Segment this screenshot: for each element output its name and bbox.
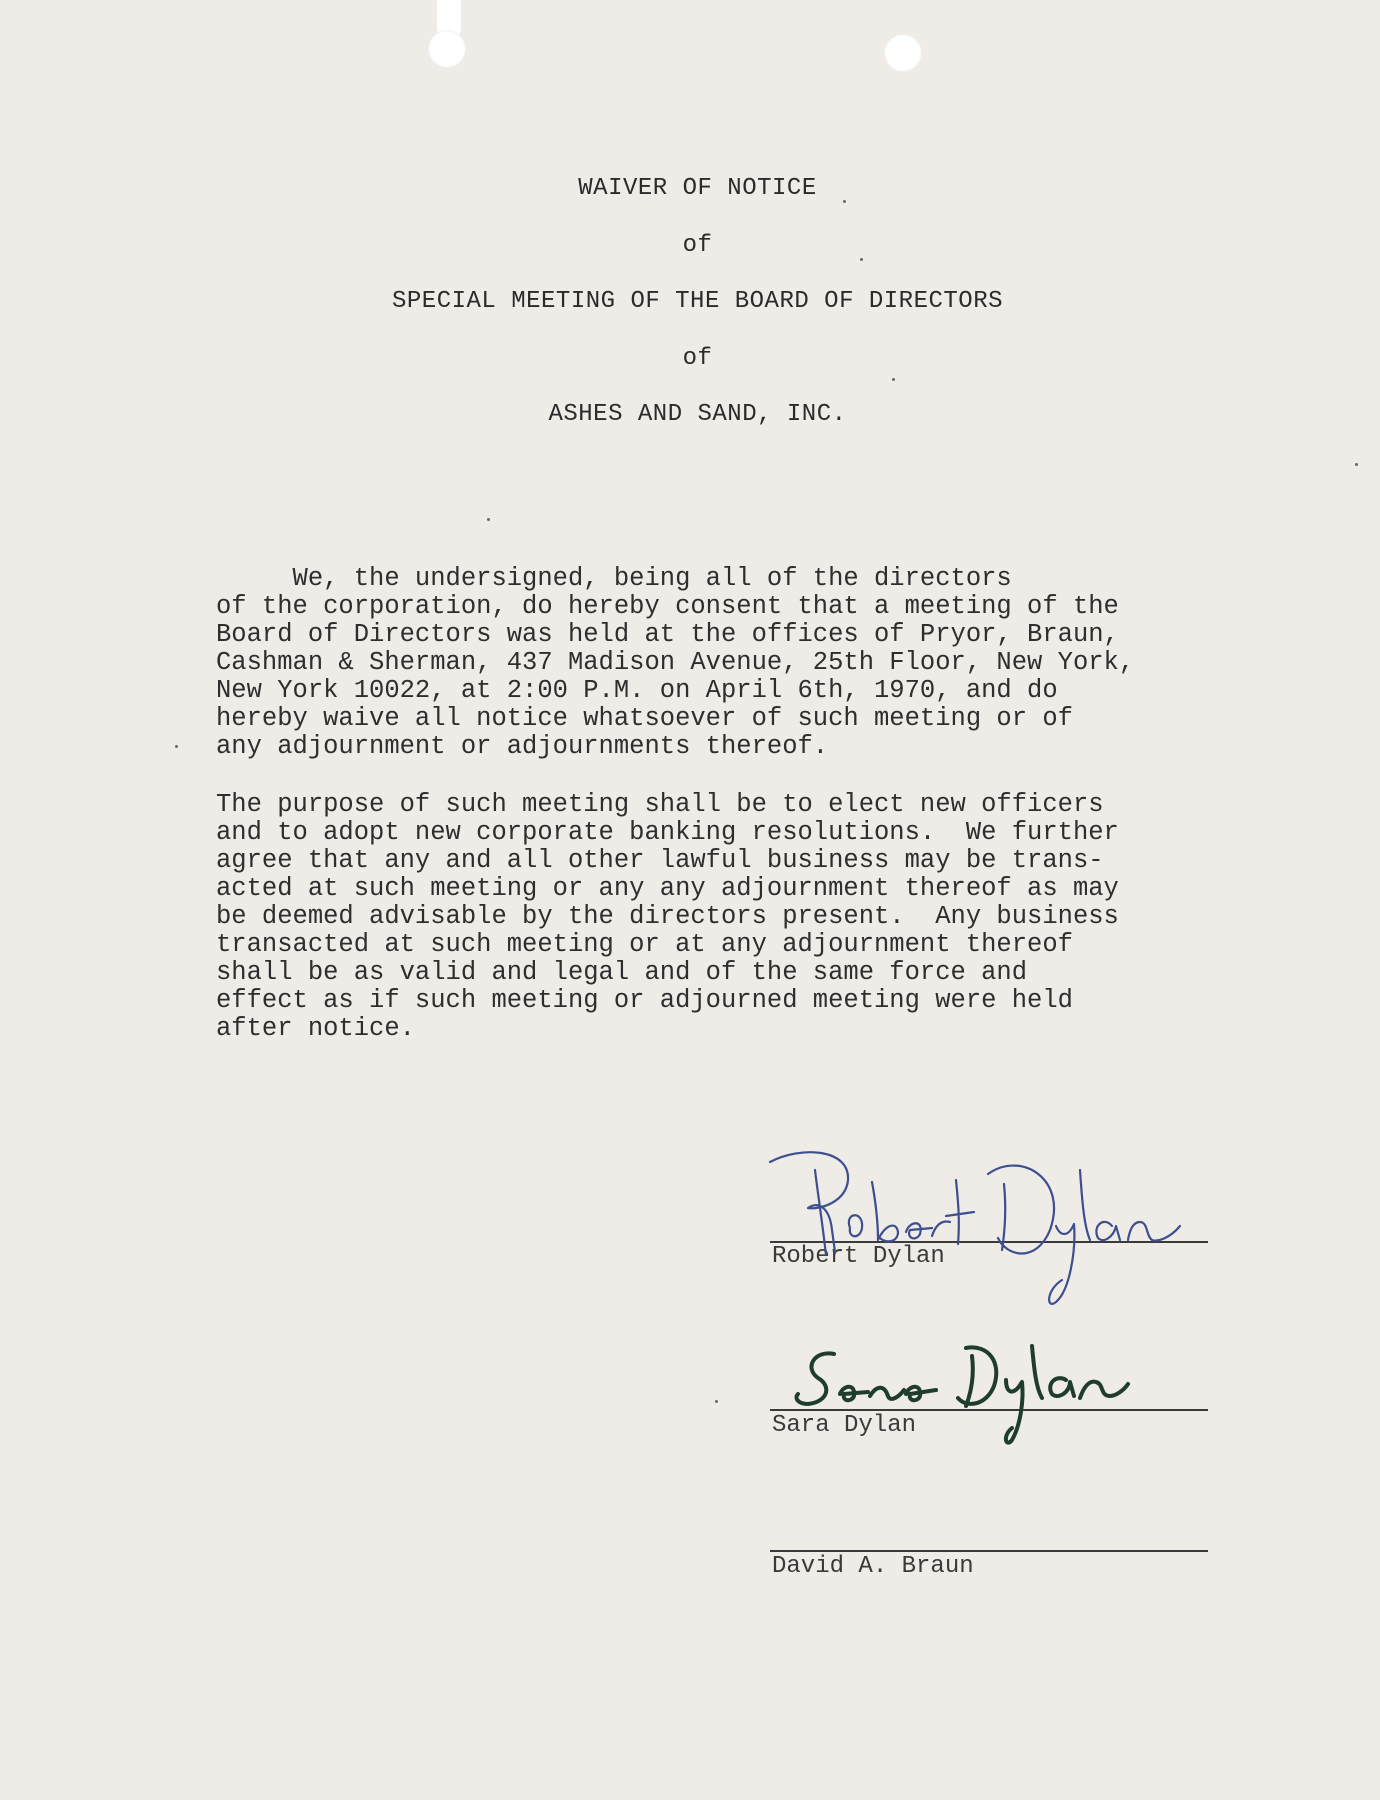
paragraph-line: hereby waive all notice whatsoever of such meeting or of	[216, 704, 1073, 733]
paragraph-line: Cashman & Sherman, 437 Madison Avenue, 25th Floor, New York,	[216, 648, 1135, 677]
paper-speck	[487, 518, 490, 521]
title-connector: of	[682, 345, 713, 372]
paper-speck	[1355, 463, 1358, 466]
paragraph-line: acted at such meeting or any any adjournment thereof as may	[216, 874, 1119, 903]
signatory-name-david: David A. Braun	[772, 1553, 974, 1580]
paragraph-line: be deemed advisable by the directors present. Any business	[216, 902, 1119, 931]
signature-sara-dylan	[780, 1340, 1140, 1460]
paragraph-line: of the corporation, do hereby consent that a meeting of the	[216, 592, 1119, 621]
signature-line-david	[770, 1550, 1208, 1552]
signature-robert-dylan	[760, 1140, 1200, 1320]
company-name: ASHES AND SAND, INC.	[548, 401, 847, 428]
paragraph-line: any adjournment or adjournments thereof.	[216, 732, 829, 761]
paper-speck	[843, 200, 846, 203]
paragraph-line: transacted at such meeting or at any adjournment thereof	[216, 930, 1073, 959]
paragraph-line: and to adopt new corporate banking resolutions. We further	[216, 818, 1119, 847]
paragraph-line: Board of Directors was held at the offices of Pryor, Braun,	[216, 620, 1119, 649]
paper-speck	[860, 258, 863, 261]
paragraph-line: agree that any and all other lawful business may be trans-	[216, 846, 1104, 875]
signatory-name-robert: Robert Dylan	[772, 1243, 945, 1270]
paragraph-line: shall be as valid and legal and of the same force and	[216, 958, 1028, 987]
document-title: WAIVER OF NOTICE	[578, 175, 817, 202]
paragraph-line: New York 10022, at 2:00 P.M. on April 6th, 1970, and do	[216, 676, 1058, 705]
paper-speck	[892, 378, 895, 381]
paper-speck	[715, 1400, 718, 1403]
paragraph-line: effect as if such meeting or adjourned meeting were held	[216, 986, 1073, 1015]
meeting-heading: SPECIAL MEETING OF THE BOARD OF DIRECTORS	[392, 288, 1003, 315]
punch-hole-right	[884, 34, 922, 72]
paragraph-line: We, the undersigned, being all of the directors	[216, 564, 1012, 593]
paragraph-line: after notice.	[216, 1014, 415, 1043]
signatory-name-sara: Sara Dylan	[772, 1412, 917, 1439]
punch-hole-left	[428, 30, 466, 68]
paragraph-line: The purpose of such meeting shall be to elect new officers	[216, 790, 1104, 819]
paper-speck	[175, 745, 178, 748]
title-connector: of	[682, 232, 713, 259]
